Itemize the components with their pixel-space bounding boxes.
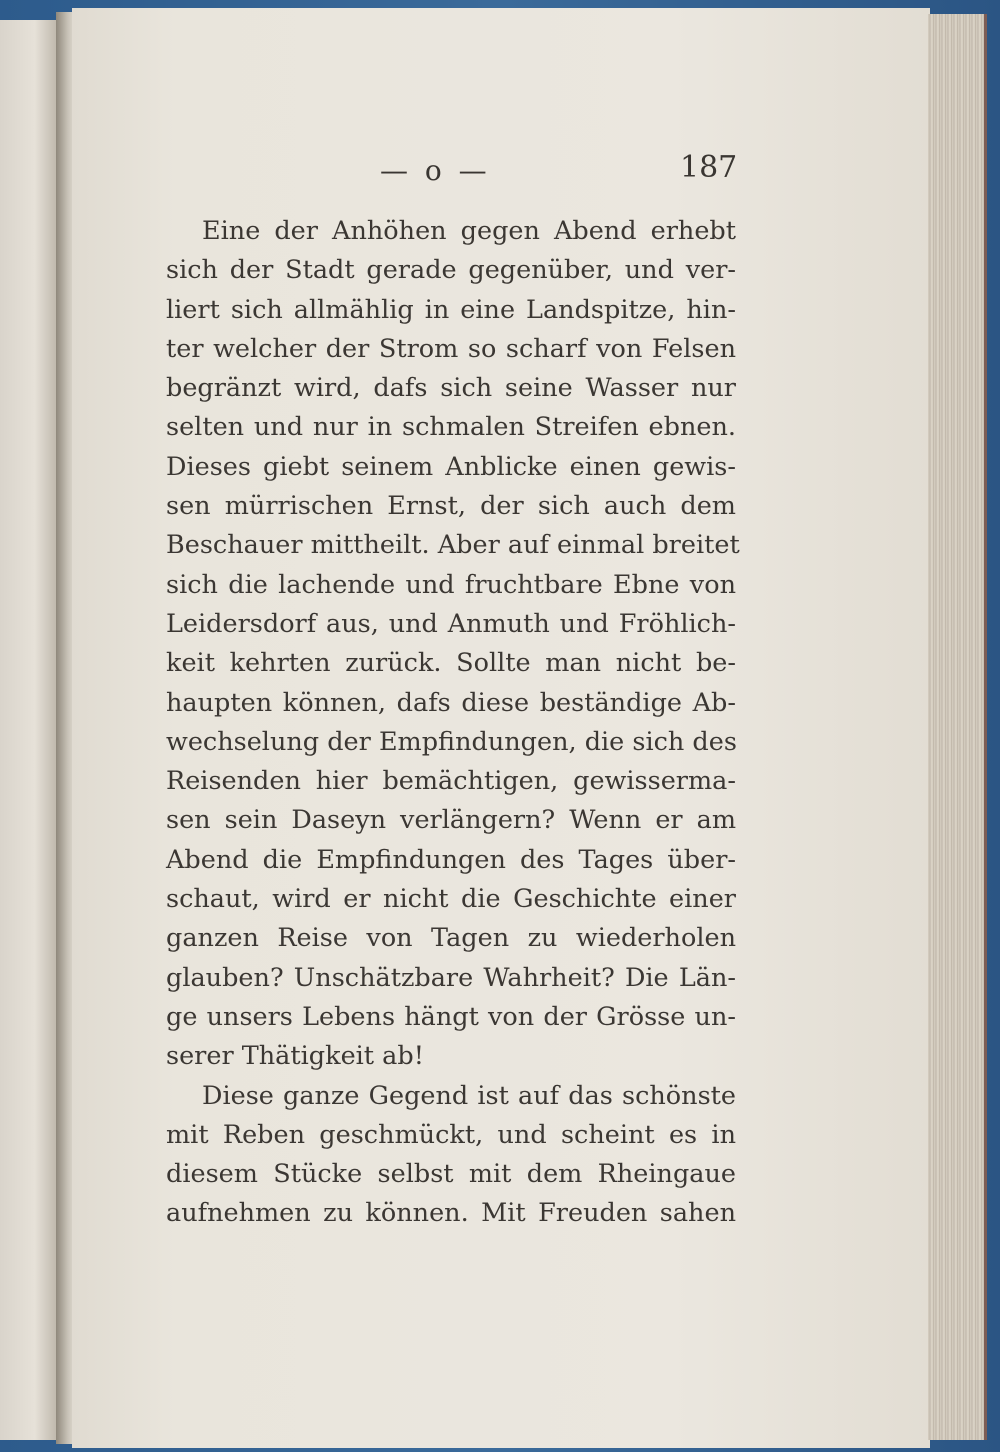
text-line: sen sein Daseyn verlängern? Wenn er am — [166, 805, 736, 836]
text-line: sen mürrischen Ernst, der sich auch dem — [166, 491, 736, 522]
page-header — [380, 150, 740, 190]
text-line: sich die lachende und fruchtbare Ebne von — [166, 569, 736, 600]
text-line: begränzt wird, dafs sich seine Wasser nur — [166, 373, 736, 404]
text-line: Reisenden hier bemächtigen, gewisserma- — [166, 766, 736, 797]
page-number: 187 — [680, 150, 738, 185]
text-line: schaut, wird er nicht die Geschichte einer — [166, 884, 736, 915]
text-line: keit kehrten zurück. Sollte man nicht be- — [166, 648, 736, 679]
text-line: mit Reben geschmückt, und scheint es in — [166, 1119, 736, 1150]
header-ornament: — o — — [380, 154, 491, 187]
page-edges — [928, 14, 987, 1440]
body-text — [166, 212, 740, 1234]
text-line: wechselung der Empfindungen, die sich des — [166, 726, 737, 757]
text-line: liert sich allmählig in eine Landspitze, hin- — [166, 294, 736, 325]
text-line: Leidersdorf aus, und Anmuth und Fröhlich- — [166, 608, 736, 639]
text-line: haupten können, dafs diese beständige Ab- — [166, 687, 736, 718]
text-line: Eine der Anhöhen gegen Abend erhebt — [202, 216, 736, 246]
paragraph-1 — [166, 212, 740, 1077]
text-line: Dieses giebt seinem Anblicke einen gewis- — [166, 451, 736, 482]
text-line: ganzen Reise von Tagen zu wiederholen — [166, 923, 736, 954]
text-line: diesem Stücke selbst mit dem Rheingaue — [166, 1159, 736, 1190]
text-line: Diese ganze Gegend ist auf das schönste — [202, 1080, 736, 1111]
text-line: glauben? Unschätzbare Wahrheit? Die Län- — [166, 962, 736, 993]
text-line: serer Thätigkeit ab! — [166, 1041, 424, 1072]
text-line: selten und nur in schmalen Streifen ebnen. — [166, 412, 736, 443]
previous-page-edge — [0, 20, 60, 1440]
text-line: ter welcher der Strom so scharf von Felsen — [166, 333, 736, 364]
text-line: Beschauer mittheilt. Aber auf einmal breitet — [166, 530, 740, 561]
text-line: ge unsers Lebens hängt von der Grösse un- — [166, 1001, 736, 1032]
text-line: Abend die Empfindungen des Tages über- — [166, 844, 736, 875]
text-line: sich der Stadt gerade gegenüber, und ver- — [166, 255, 736, 286]
text-line: aufnehmen zu können. Mit Freuden sahen — [166, 1198, 736, 1229]
paragraph-2 — [166, 1077, 736, 1234]
